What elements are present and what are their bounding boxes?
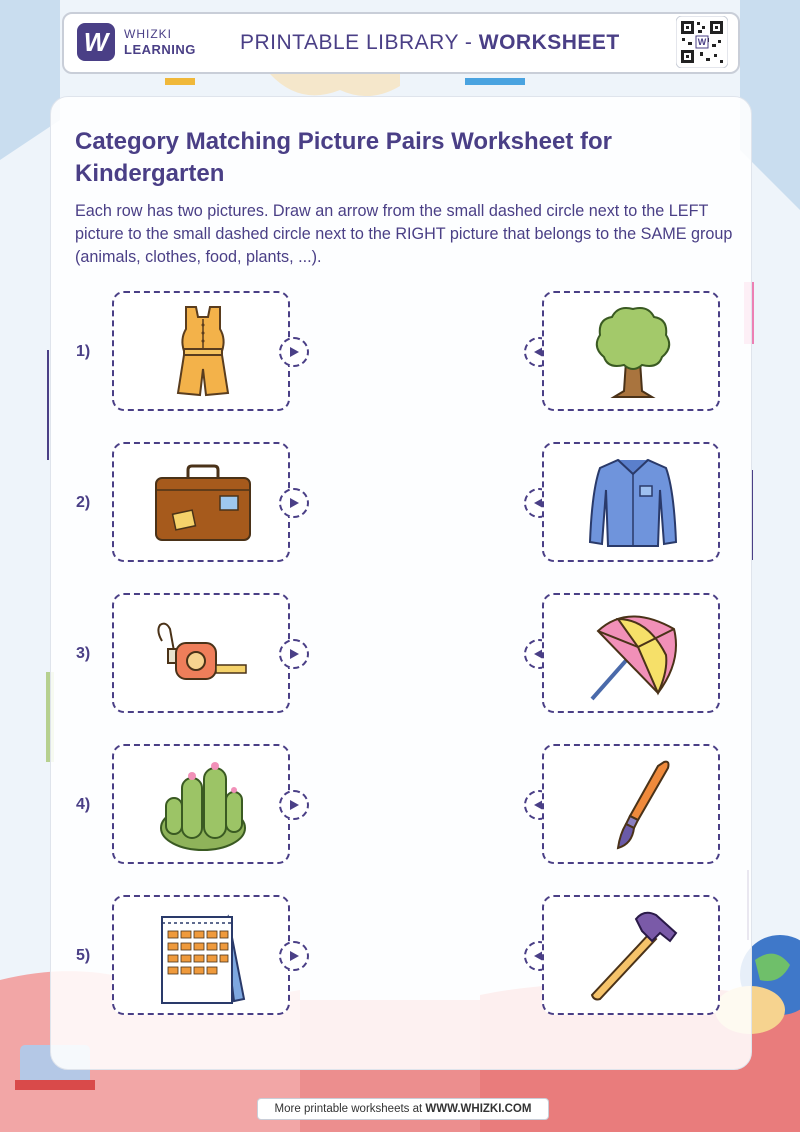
row-number: 5)	[76, 947, 91, 964]
row-number: 1)	[76, 343, 91, 360]
calendar-icon	[148, 903, 258, 1007]
left-picture-box	[112, 291, 290, 411]
right-picture-box	[542, 744, 720, 864]
brand-name-line1: WHIZKI	[124, 27, 172, 41]
romper-icon	[148, 299, 258, 403]
left-picture-box	[112, 895, 290, 1015]
shirt-icon	[578, 450, 688, 554]
brand-name-line2: LEARNING	[124, 42, 196, 57]
right-picture-box	[542, 593, 720, 713]
left-answer-dot[interactable]	[279, 790, 309, 820]
header-title	[240, 31, 620, 55]
footer-link[interactable]	[257, 1098, 549, 1120]
left-picture-box	[112, 442, 290, 562]
whizki-logo: W	[77, 23, 115, 61]
right-picture-box	[542, 895, 720, 1015]
suitcase-icon	[148, 450, 258, 554]
header-bar	[62, 12, 740, 74]
left-answer-dot[interactable]	[279, 337, 309, 367]
paintbrush-icon	[578, 752, 688, 856]
svg-text:W: W	[697, 37, 707, 47]
cactus-icon	[148, 752, 258, 856]
right-picture-box	[542, 291, 720, 411]
row-number: 3)	[76, 645, 91, 662]
hammer-icon	[578, 903, 688, 1007]
qr-code-icon	[676, 16, 728, 68]
umbrella-icon	[578, 601, 688, 705]
right-picture-box	[542, 442, 720, 562]
left-answer-dot[interactable]	[279, 639, 309, 669]
footer-text: More printable worksheets at	[274, 1103, 426, 1115]
left-picture-box	[112, 593, 290, 713]
row-number: 4)	[76, 796, 91, 813]
left-answer-dot[interactable]	[279, 488, 309, 518]
left-answer-dot[interactable]	[279, 941, 309, 971]
tape-measure-icon	[148, 601, 258, 705]
tree-icon	[578, 299, 688, 403]
header-title-bold: WORKSHEET	[478, 31, 620, 54]
row-number: 2)	[76, 494, 91, 511]
worksheet-title: Category Matching Picture Pairs Worksheet for Kindergarten	[75, 128, 613, 187]
footer-url[interactable]: WWW.WHIZKI.COM	[425, 1103, 532, 1115]
left-picture-box	[112, 744, 290, 864]
worksheet-instructions: Each row has two pictures. Draw an arrow from the small dashed circle next to the LEFT picture to the small dashed circle next to the RIGHT picture that belongs to the SAME group (animals, clothes, food, plants, ...).	[75, 202, 733, 266]
header-title-prefix: PRINTABLE LIBRARY -	[240, 31, 479, 54]
